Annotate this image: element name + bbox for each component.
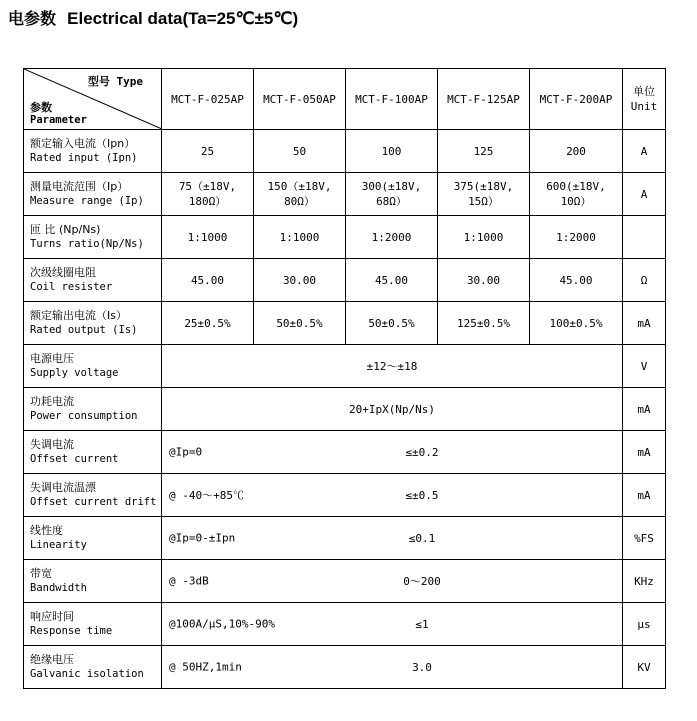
value-line: 15Ω）	[468, 195, 499, 208]
param-name-zh: 额定输入电流（Ipn）	[30, 137, 136, 150]
param-cell	[24, 130, 162, 173]
value-cell: 1:1000	[438, 216, 530, 259]
merged-value-cell	[162, 517, 623, 560]
unit-cell	[623, 216, 666, 259]
test-condition: @Ip=0	[169, 445, 203, 459]
value-line: 10Ω）	[560, 195, 592, 208]
merged-value-cell	[162, 646, 623, 689]
param-name-zh: 失调电流	[30, 438, 74, 451]
value-cell: 1:2000	[346, 216, 438, 259]
model-header: MCT-F-200AP	[530, 69, 623, 130]
type-label: 型号 Type	[87, 75, 143, 88]
value-line: 180Ω）	[188, 195, 227, 208]
value-cell: 50±0.5%	[254, 302, 346, 345]
value-cell: 125	[438, 130, 530, 173]
parameter-label-en: Parameter	[30, 114, 87, 126]
value-cell	[530, 173, 623, 216]
value-cell: 45.00	[530, 259, 623, 302]
value-line: 75（±18V,	[178, 180, 237, 193]
unit-cell: Ω	[623, 259, 666, 302]
value-cell: 25	[162, 130, 254, 173]
table-row	[24, 216, 666, 259]
unit-header	[623, 69, 666, 130]
value-cell	[162, 173, 254, 216]
value-cell	[438, 173, 530, 216]
param-cell	[24, 431, 162, 474]
value-line: 375(±18V,	[453, 180, 514, 193]
value-line: 80Ω）	[284, 195, 315, 208]
param-name-en: Measure range (Ip)	[30, 195, 144, 207]
param-cell	[24, 474, 162, 517]
table-row	[24, 302, 666, 345]
unit-cell: mA	[623, 474, 666, 517]
param-cell	[24, 517, 162, 560]
param-cell	[24, 345, 162, 388]
test-condition: @100A/μS,10%-90%	[169, 617, 275, 631]
table-row	[24, 173, 666, 216]
param-name-en: Offset current drift	[30, 496, 157, 508]
param-name-en: Rated input (Ipn)	[30, 152, 138, 164]
param-cell	[24, 302, 162, 345]
value-cell	[254, 173, 346, 216]
value-cell: 125±0.5%	[438, 302, 530, 345]
unit-cell: KV	[623, 646, 666, 689]
test-condition: @ -3dB	[169, 574, 209, 588]
unit-cell: V	[623, 345, 666, 388]
value-cell: 1:1000	[162, 216, 254, 259]
merged-value-cell	[162, 431, 623, 474]
param-name-zh: 线性度	[30, 524, 63, 537]
value-line: 600(±18V,	[546, 180, 606, 193]
unit-header-zh: 单位	[633, 85, 655, 98]
param-name-zh: 响应时间	[30, 610, 74, 623]
parameter-label-zh: 参数	[30, 101, 52, 114]
param-name-en: Response time	[30, 625, 113, 637]
param-name-zh: 额定输出电流（Is）	[30, 309, 127, 322]
model-header: MCT-F-100AP	[346, 69, 438, 130]
param-name-en: Turns ratio(Np/Ns)	[30, 238, 144, 250]
unit-cell: mA	[623, 388, 666, 431]
param-name-zh: 电源电压	[30, 352, 74, 365]
value-cell	[346, 173, 438, 216]
value-cell: 200	[530, 130, 623, 173]
value-cell: 45.00	[162, 259, 254, 302]
unit-cell: %FS	[623, 517, 666, 560]
param-cell	[24, 560, 162, 603]
param-name-zh: 匝 比 (Np/Ns)	[30, 223, 101, 236]
spec-value: 3.0	[412, 660, 432, 674]
header-diagonal-cell	[24, 69, 162, 130]
merged-value-cell: ±12～±18	[162, 345, 623, 388]
unit-cell: A	[623, 173, 666, 216]
param-cell	[24, 259, 162, 302]
unit-header-en: Unit	[630, 100, 658, 113]
header-row	[24, 69, 666, 130]
param-name-zh: 带宽	[30, 567, 52, 580]
merged-value-cell	[162, 560, 623, 603]
model-header: MCT-F-050AP	[254, 69, 346, 130]
param-name-en: Rated output (Is)	[30, 324, 138, 336]
value-cell: 1:2000	[530, 216, 623, 259]
param-name-en: Supply voltage	[30, 367, 119, 379]
test-condition: @Ip=0-±Ipn	[169, 531, 236, 545]
table-row	[24, 388, 666, 431]
table-row	[24, 517, 666, 560]
title-zh: 电参数	[8, 9, 57, 28]
value-cell: 50	[254, 130, 346, 173]
param-name-zh: 测量电流范围（Ip）	[30, 180, 129, 193]
param-name-zh: 绝缘电压	[30, 653, 74, 666]
unit-cell: A	[623, 130, 666, 173]
unit-cell: KHz	[623, 560, 666, 603]
value-line: 68Ω）	[376, 195, 407, 208]
param-name-en: Galvanic isolation	[30, 668, 144, 680]
spec-value: ≤±0.5	[405, 488, 439, 502]
title-en: Electrical data(Ta=25℃±5℃)	[67, 9, 299, 28]
table-row	[24, 130, 666, 173]
param-name-en: Linearity	[30, 539, 87, 551]
table-row	[24, 474, 666, 517]
value-cell: 100±0.5%	[530, 302, 623, 345]
test-condition: @ -40～+85℃	[169, 489, 244, 502]
value-cell: 30.00	[438, 259, 530, 302]
param-name-en: Coil resister	[30, 281, 113, 293]
unit-cell: mA	[623, 302, 666, 345]
param-cell	[24, 388, 162, 431]
spec-value: ≤±0.2	[405, 445, 439, 459]
param-name-en: Power consumption	[30, 410, 138, 422]
electrical-data-table	[23, 68, 666, 689]
spec-value: ≤1	[415, 617, 429, 631]
spec-value: ≤0.1	[408, 531, 436, 545]
spec-value: 0～200	[403, 575, 441, 588]
param-cell	[24, 603, 162, 646]
table-row	[24, 603, 666, 646]
table-row	[24, 345, 666, 388]
model-header: MCT-F-025AP	[162, 69, 254, 130]
param-name-zh: 失调电流温漂	[30, 481, 96, 494]
table-row	[24, 259, 666, 302]
param-cell	[24, 646, 162, 689]
param-name-en: Bandwidth	[30, 582, 87, 594]
model-header: MCT-F-125AP	[438, 69, 530, 130]
merged-value-cell	[162, 474, 623, 517]
value-cell: 30.00	[254, 259, 346, 302]
value-cell: 45.00	[346, 259, 438, 302]
value-line: 300(±18V,	[361, 180, 422, 193]
page-title	[8, 6, 298, 29]
param-cell	[24, 216, 162, 259]
table-row	[24, 560, 666, 603]
unit-cell: mA	[623, 431, 666, 474]
value-cell: 100	[346, 130, 438, 173]
test-condition: @ 50HZ,1min	[169, 660, 242, 674]
value-cell: 50±0.5%	[346, 302, 438, 345]
value-cell: 25±0.5%	[162, 302, 254, 345]
param-cell	[24, 173, 162, 216]
table-row	[24, 431, 666, 474]
param-name-zh: 次级线圈电阻	[30, 266, 96, 279]
merged-value-cell: 20+IpX(Np/Ns)	[162, 388, 623, 431]
value-cell: 1:1000	[254, 216, 346, 259]
table-row	[24, 646, 666, 689]
merged-value-cell	[162, 603, 623, 646]
value-line: 150（±18V,	[267, 180, 332, 193]
param-name-zh: 功耗电流	[30, 395, 74, 408]
param-name-en: Offset current	[30, 453, 119, 465]
unit-cell: μs	[623, 603, 666, 646]
